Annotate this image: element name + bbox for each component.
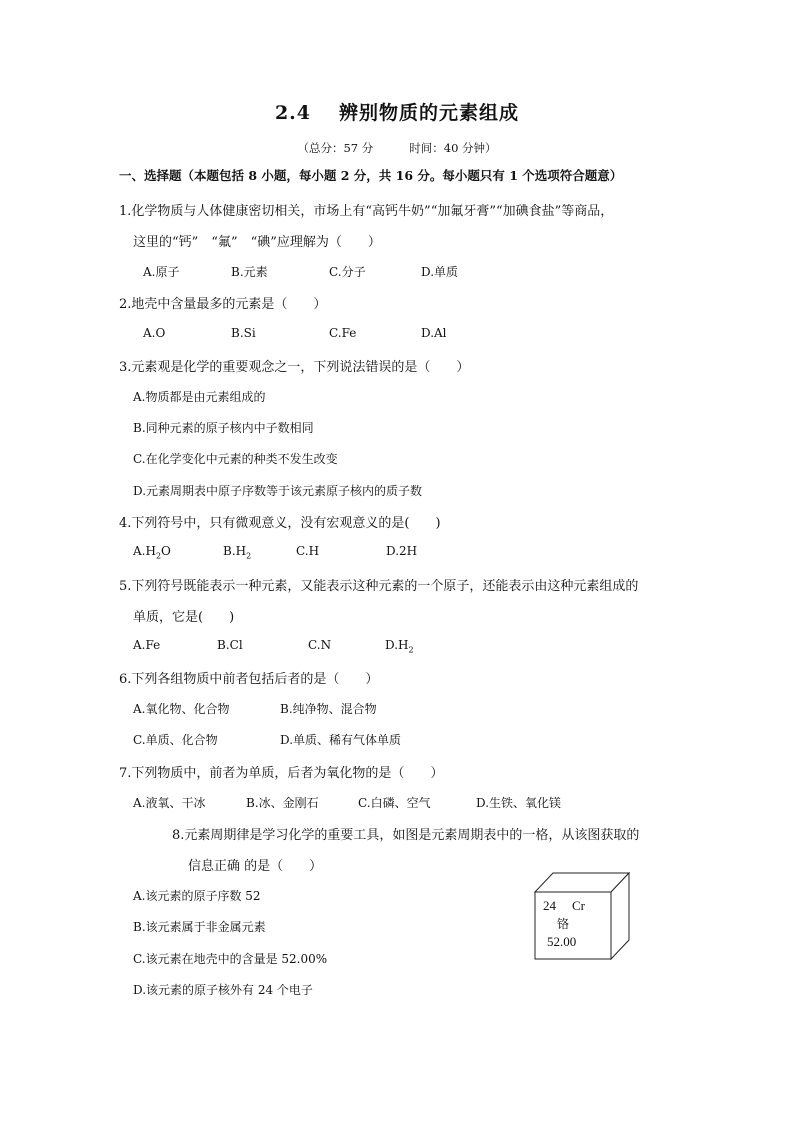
option-d: D.单质	[421, 265, 459, 279]
question-5-line-1: 5.下列符号既能表示一种元素，又能表示这种元素的一个原子，还能表示由这种元素组成的	[119, 579, 639, 594]
question-6-line-1: 6.下列各组物质中前者包括后者的是（ ）	[119, 672, 379, 687]
option-b: B.元素	[231, 265, 268, 279]
atomic-number: 24	[543, 898, 556, 913]
option-b: B.Si	[231, 326, 256, 340]
option-c: C.分子	[329, 265, 366, 279]
option-c: C.N	[308, 638, 332, 652]
question-3-line-1: 3.元素观是化学的重要观念之一，下列说法错误的是（ ）	[119, 360, 470, 375]
question-8-option-b: B.该元素属于非金属元素	[133, 920, 266, 934]
question-4-line-1: 4.下列符号中，只有微观意义，没有宏观意义的是( )	[119, 516, 441, 531]
atomic-mass: 52.00	[547, 934, 577, 949]
question-3-option-c: C.在化学变化中元素的种类不发生改变	[133, 452, 338, 466]
option-c: C.Fe	[329, 326, 357, 340]
option-d: D.Al	[421, 326, 447, 340]
question-3-option-a: A.物质都是由元素组成的	[133, 390, 266, 404]
page-title	[0, 98, 794, 125]
element-name: 铬	[557, 917, 570, 931]
option-a: A.Fe	[133, 638, 161, 652]
question-1-line-2: 这里的“钙” “氟” “碘”应理解为（ ）	[133, 235, 381, 250]
option-a: $A.H_2O$	[133, 544, 171, 561]
score-time-info	[0, 140, 794, 156]
option-c: C.H	[296, 544, 320, 558]
option-d: D.2H	[386, 544, 418, 558]
option-b: B.Cl	[217, 638, 243, 652]
time-limit: 时间：40 分钟）	[409, 141, 497, 155]
question-1-line-1: 1.化学物质与人体健康密切相关，市场上有“高钙牛奶”“加氟牙膏”“加碘食盐”等商品，	[119, 204, 614, 219]
question-3-option-d: D.元素周期表中原子序数等于该元素原子核内的质子数	[133, 484, 423, 498]
periodic-table-cell	[534, 872, 630, 960]
question-3-option-b: B.同种元素的原子核内中子数相同	[133, 421, 314, 435]
option-b: B.冰、金刚石	[246, 796, 319, 810]
option-a: A.液氧、干冰	[133, 796, 206, 810]
question-8-line-1: 8.元素周期律是学习化学的重要工具，如图是元素周期表中的一格，从该图获取的	[172, 828, 640, 843]
question-5-line-2: 单质，它是( )	[133, 610, 235, 625]
option-a: A.原子	[143, 265, 180, 279]
option-d: D.生铁、氧化镁	[476, 796, 562, 810]
option-c: C.单质、化合物	[133, 733, 218, 747]
question-2-line-1: 2.地壳中含量最多的元素是（ ）	[119, 297, 327, 312]
element-symbol: Cr	[572, 898, 585, 913]
option-c: C.白磷、空气	[358, 796, 431, 810]
option-a: A.氧化物、化合物	[133, 702, 230, 716]
question-8-option-c: C.该元素在地壳中的含量是 52.00%	[133, 952, 328, 966]
question-8-line-2: 信息正确 的是（ ）	[188, 859, 323, 874]
question-7-line-1: 7.下列物质中，前者为单质，后者为氧化物的是（ ）	[119, 766, 444, 781]
option-d: $D.H_2$	[385, 638, 414, 655]
option-a: A.O	[143, 326, 166, 340]
question-8-option-d: D.该元素的原子核外有 24 个电子	[133, 983, 313, 997]
option-d: D.单质、稀有气体单质	[280, 733, 402, 747]
title-number: 2.4	[274, 102, 312, 124]
option-b: B.纯净物、混合物	[280, 702, 377, 716]
total-score: （总分：57 分	[297, 141, 374, 155]
section-heading: 一、选择题（本题包括 8 小题，每小题 2 分，共 16 分。每小题只有 1 个选项符合题意）	[119, 168, 623, 183]
title-text: 辨别物质的元素组成	[339, 102, 520, 124]
option-b: $B.H_2$	[223, 544, 252, 561]
question-8-option-a: A.该元素的原子序数 52	[133, 889, 261, 903]
